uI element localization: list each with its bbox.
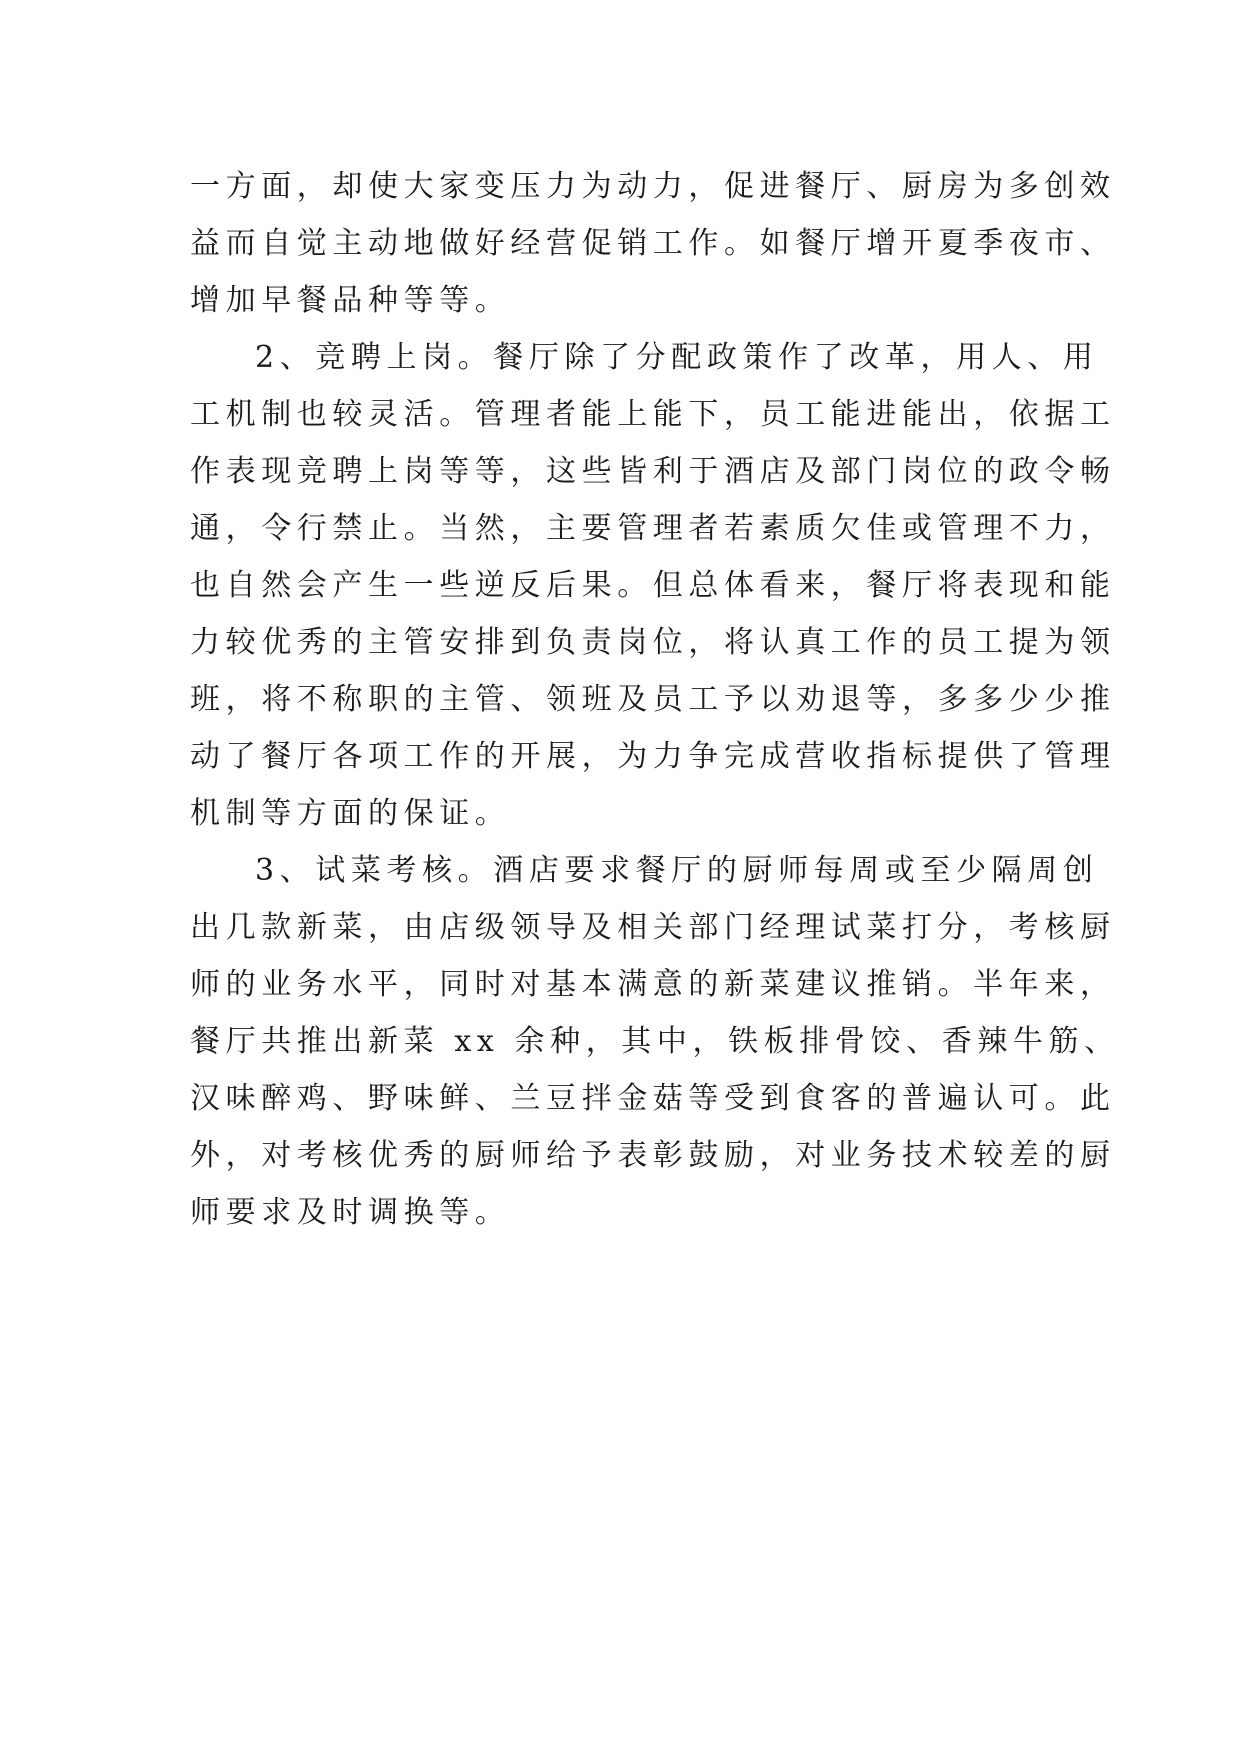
paragraph-2 (190, 329, 1116, 842)
text-line: 3、试菜考核。酒店要求餐厅的厨师每周或至少隔周创 (255, 853, 1099, 888)
text-line: 通，令行禁止。当然，主要管理者若素质欠佳或管理不力， (190, 511, 1116, 546)
text-line: 出几款新菜，由店级领导及相关部门经理试菜打分，考核厨 (190, 910, 1116, 945)
text-line: 力较优秀的主管安排到负责岗位，将认真工作的员工提为领 (190, 625, 1116, 660)
text-line: 也自然会产生一些逆反后果。但总体看来，餐厅将表现和能 (190, 568, 1116, 603)
text-line: 机制等方面的保证。 (190, 796, 511, 831)
paragraph-3 (190, 842, 1120, 1241)
text-line: 餐厅共推出新菜 xx 余种，其中，铁板排骨饺、香辣牛筋、 (190, 1024, 1120, 1059)
text-line: 师的业务水平，同时对基本满意的新菜建议推销。半年来， (190, 967, 1116, 1002)
text-line: 一方面，却使大家变压力为动力，促进餐厅、厨房为多创效 (190, 169, 1116, 204)
text-line: 动了餐厅各项工作的开展，为力争完成营收指标提供了管理 (190, 739, 1116, 774)
text-line: 汉味醉鸡、野味鲜、兰豆拌金菇等受到食客的普遍认可。此 (190, 1081, 1116, 1116)
text-line: 2、竞聘上岗。餐厅除了分配政策作了改革，用人、用 (255, 340, 1099, 375)
text-line: 外，对考核优秀的厨师给予表彰鼓励，对业务技术较差的厨 (190, 1138, 1116, 1173)
text-line: 班，将不称职的主管、领班及员工予以劝退等，多多少少推 (190, 682, 1116, 717)
text-line: 作表现竞聘上岗等等，这些皆利于酒店及部门岗位的政令畅 (190, 454, 1116, 489)
text-line: 工机制也较灵活。管理者能上能下，员工能进能出，依据工 (190, 397, 1116, 432)
paragraph-1 (190, 158, 1116, 329)
text-line: 师要求及时调换等。 (190, 1195, 511, 1230)
text-line: 增加早餐品种等等。 (190, 283, 511, 318)
document-body (190, 158, 1120, 1241)
text-line: 益而自觉主动地做好经营促销工作。如餐厅增开夏季夜市、 (190, 226, 1116, 261)
